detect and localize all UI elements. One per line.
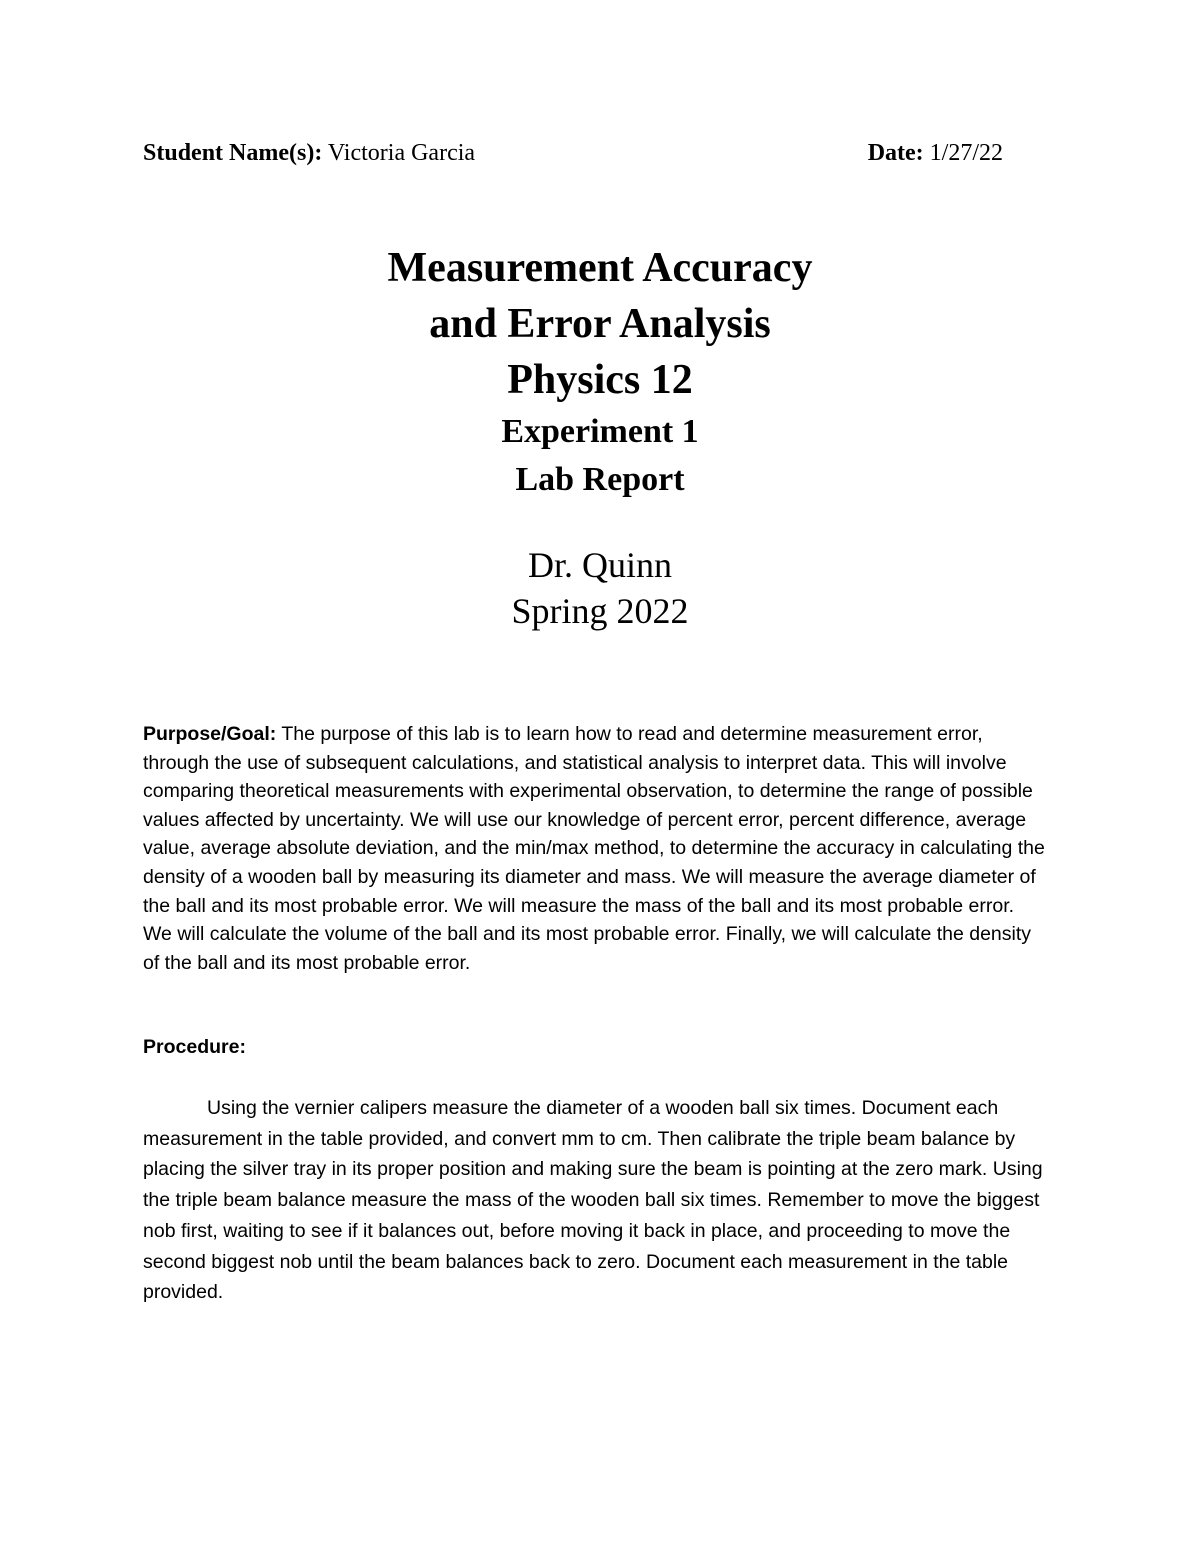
purpose-label: Purpose/Goal: <box>143 723 277 745</box>
term: Spring 2022 <box>511 591 689 631</box>
header-line <box>143 140 1003 180</box>
date-field <box>868 140 1003 167</box>
report-title <box>300 240 900 504</box>
title-line-3: Physics 12 <box>507 357 693 403</box>
date-label: Date: <box>867 140 924 166</box>
instructor-block <box>300 542 900 634</box>
date-value: 1/27/22 <box>929 140 1003 166</box>
instructor-name: Dr. Quinn <box>528 545 672 585</box>
title-line-4: Experiment 1 <box>501 413 699 450</box>
purpose-paragraph <box>143 720 1048 977</box>
title-line-1: Measurement Accuracy <box>387 245 813 291</box>
student-name-field <box>143 140 475 167</box>
procedure-paragraph: Using the vernier calipers measure the diameter of a wooden ball six times. Document each measurement in the table provided, and convert mm to cm. Then calibrate the triple beam balance by placing the silver tray in its proper position and making sure the beam is pointing at the zero mark. Using the triple beam balance measure the mass of the wooden ball six times. Remember to move the biggest nob first, waiting to see if it balances out, before moving it back in place, and proceeding to move the second biggest nob until the beam balances back to zero. Document each measurement in the table provided. <box>143 1097 1043 1304</box>
student-name-value: Victoria Garcia <box>327 140 476 166</box>
student-name-label: Student Name(s): <box>143 140 323 166</box>
purpose-text: The purpose of this lab is to learn how to read and determine measurement error, through the use of subsequent calculations, and statistical analysis to interpret data. This will involve comparing theoretical measurements with experimental observation, to determine the range of possible values affected by uncertainty. We will use our knowledge of percent error, percent difference, average value, average absolute deviation, and the min/max method, to determine the accuracy in calculating the density of a wooden ball by measuring its diameter and mass. We will measure the average diameter of the ball and its most probable error. We will measure the mass of the ball and its most probable error. We will calculate the volume of the ball and its most probable error. Finally, we will calculate the density of the ball and its most probable error. <box>143 723 1045 974</box>
title-line-5: Lab Report <box>515 461 685 498</box>
title-line-2: and Error Analysis <box>429 301 771 347</box>
procedure-heading: Procedure: <box>143 1036 246 1058</box>
